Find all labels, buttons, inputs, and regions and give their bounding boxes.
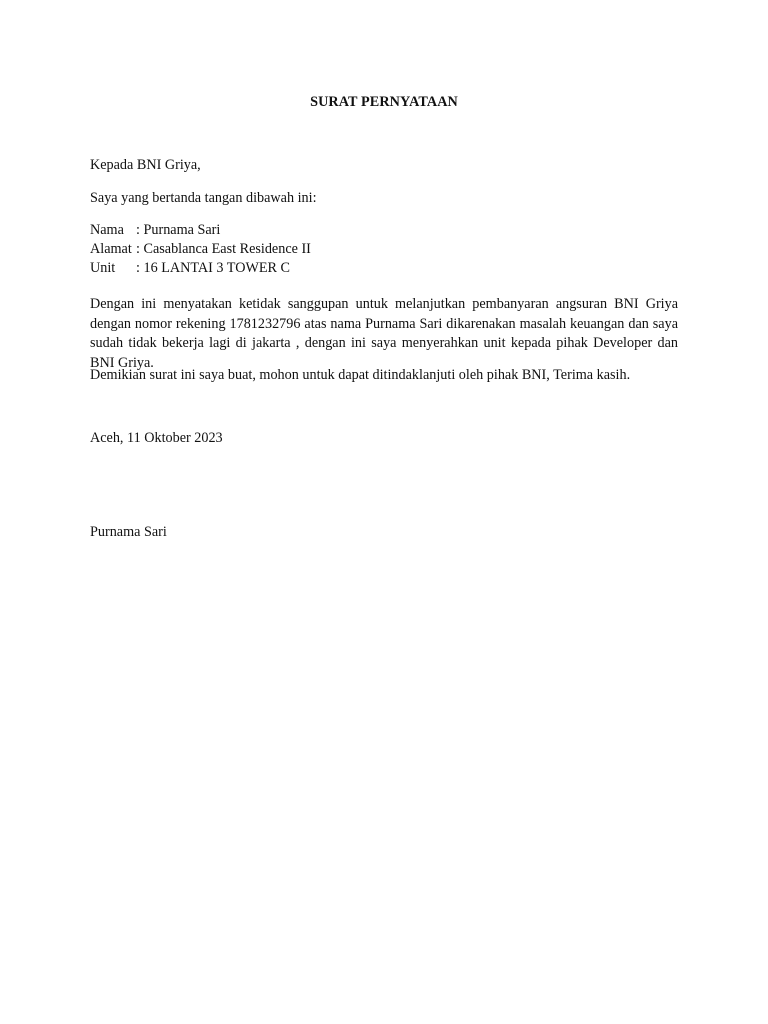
greeting: Kepada BNI Griya, bbox=[90, 157, 201, 173]
document-title: SURAT PERNYATAAN bbox=[310, 94, 458, 110]
field-label: Unit bbox=[90, 260, 116, 276]
field-nama bbox=[90, 221, 220, 241]
field-label: Alamat bbox=[90, 241, 132, 257]
field-unit bbox=[90, 259, 290, 279]
field-value: : Casablanca East Residence II bbox=[136, 241, 311, 257]
field-alamat bbox=[90, 240, 311, 260]
field-value: : Purnama Sari bbox=[136, 222, 221, 238]
signer-name: Purnama Sari bbox=[90, 524, 167, 540]
field-value: : 16 LANTAI 3 TOWER C bbox=[136, 260, 290, 276]
place-date: Aceh, 11 Oktober 2023 bbox=[90, 430, 223, 446]
intro-text: Saya yang bertanda tangan dibawah ini: bbox=[90, 190, 317, 206]
closing-paragraph: Demikian surat ini saya buat, mohon untuk dapat ditindaklanjuti oleh pihak BNI, Terima kasih. bbox=[90, 367, 631, 383]
statement-paragraph: Dengan ini menyatakan ketidak sanggupan untuk melanjutkan pembanyaran angsuran BNI Griya dengan nomor rekening 1781232796 atas nama Purnama Sari dikarenakan masalah keuangan dan saya sudah tidak bekerja lagi di jakarta , dengan ini saya menyerahkan unit kepada pihak Developer dan BNI Griya. bbox=[90, 296, 678, 371]
field-label: Nama bbox=[90, 222, 124, 238]
